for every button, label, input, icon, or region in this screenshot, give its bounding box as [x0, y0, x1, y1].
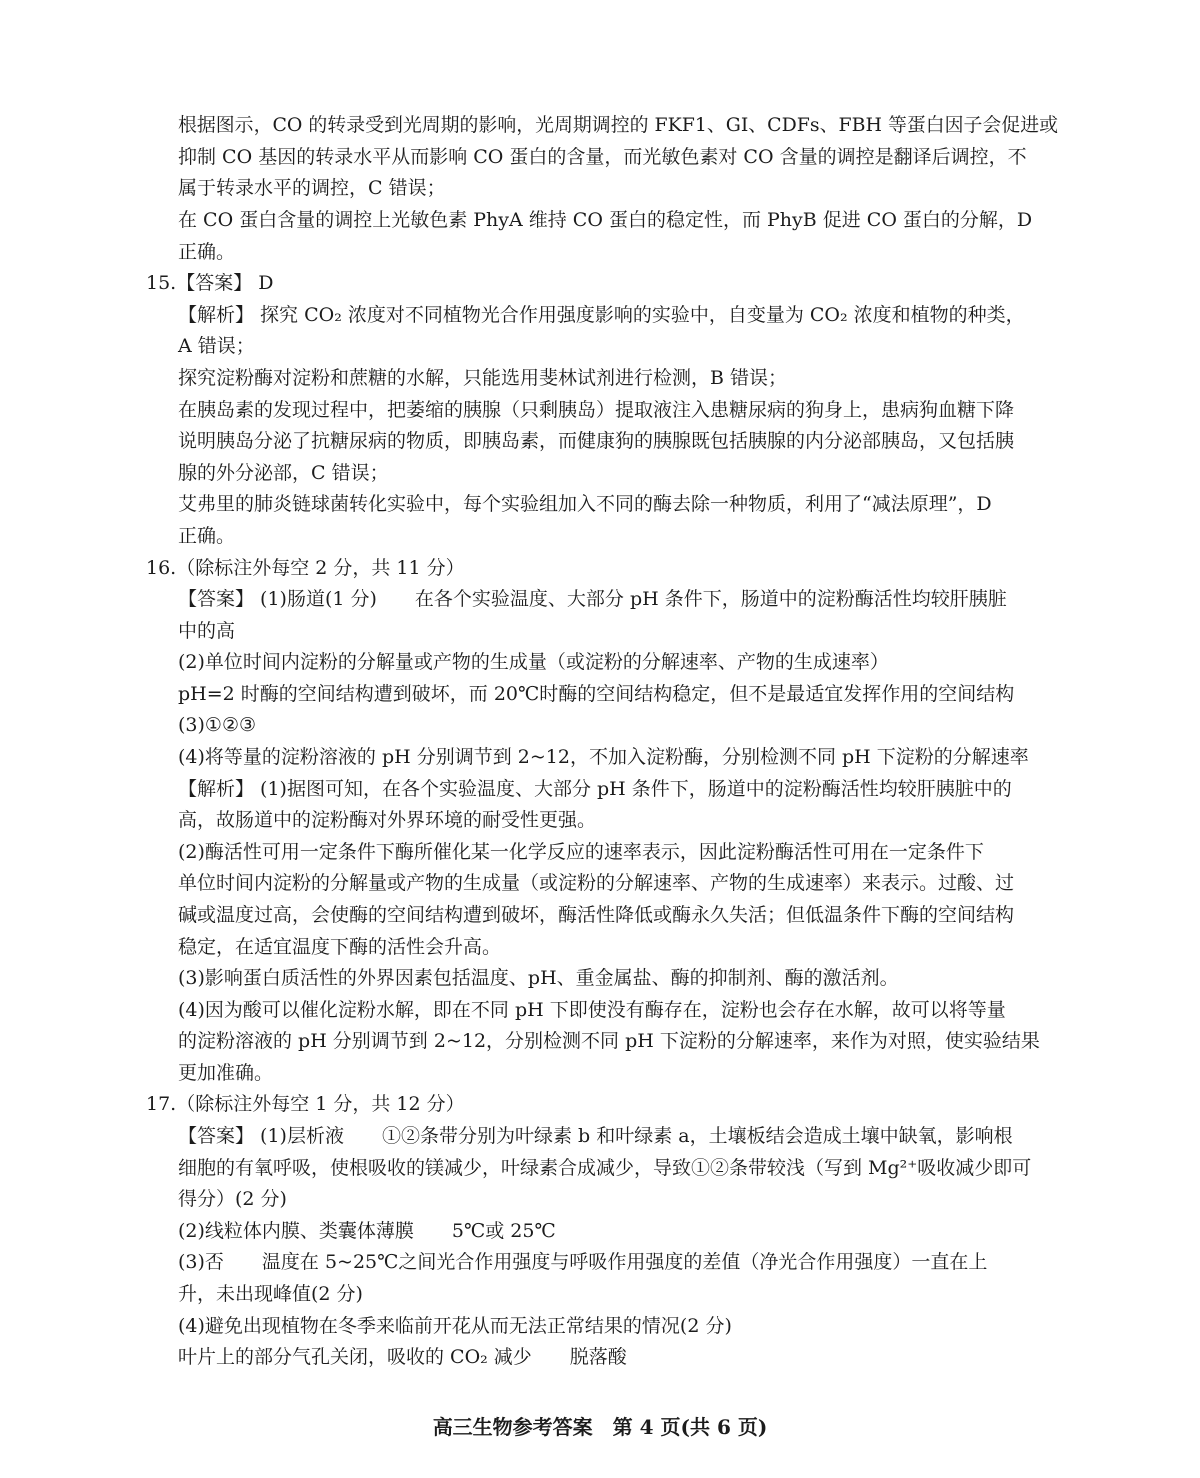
text-line: (3)影响蛋白质活性的外界因素包括温度、pH、重金属盐、酶的抑制剂、酶的激活剂。: [178, 967, 899, 989]
question-number-17: 17.（除标注外每空 1 分，共 12 分）: [146, 1093, 465, 1115]
text-line: (2)线粒体内膜、类囊体薄膜 5℃或 25℃: [178, 1220, 556, 1242]
text-line: 探究淀粉酶对淀粉和蔗糖的水解，只能选用斐林试剂进行检测，B 错误；: [178, 367, 788, 389]
text-line: 属于转录水平的调控，C 错误；: [178, 177, 446, 199]
text-line: 根据图示，CO 的转录受到光周期的影响，光周期调控的 FKF1、GI、CDFs、FBH 等蛋白因子会促进或: [178, 114, 1058, 136]
text-line: 正确。: [178, 525, 236, 547]
text-line: (2)酶活性可用一定条件下酶所催化某一化学反应的速率表示，因此淀粉酶活性可用在一定条件下: [178, 841, 984, 863]
text-line: (3)①②③: [178, 714, 257, 736]
text-line: 细胞的有氧呼吸，使根吸收的镁减少，叶绿素合成减少，导致①②条带较浅（写到 Mg²⁺吸收减少即可: [178, 1157, 1032, 1179]
text-line: 单位时间内淀粉的分解量或产物的生成量（或淀粉的分解速率、产物的生成速率）来表示。过酸、过: [178, 872, 1015, 894]
text-line: 腺的外分泌部，C 错误；: [178, 462, 389, 484]
text-line: (2)单位时间内淀粉的分解量或产物的生成量（或淀粉的分解速率、产物的生成速率）: [178, 651, 889, 673]
text-line: 在 CO 蛋白含量的调控上光敏色素 PhyA 维持 CO 蛋白的稳定性，而 PhyB 促进 CO 蛋白的分解，D: [178, 209, 1033, 231]
text-line: 中的高: [178, 620, 236, 642]
text-line: 抑制 CO 基因的转录水平从而影响 CO 蛋白的含量，而光敏色素对 CO 含量的调控是翻译后调控，不: [178, 146, 1027, 168]
text-line: 的淀粉溶液的 pH 分别调节到 2~12，分别检测不同 pH 下淀粉的分解速率，来作为对照，使实验结果: [178, 1030, 1040, 1052]
page-footer: 高三生物参考答案 第 4 页(共 6 页): [432, 1415, 768, 1439]
text-line: 在胰岛素的发现过程中，把萎缩的胰腺（只剩胰岛）提取液注入患糖尿病的狗身上，患病狗血糖下降: [178, 399, 1015, 421]
text-line: (4)避免出现植物在冬季来临前开花从而无法正常结果的情况(2 分): [178, 1315, 732, 1337]
text-line: pH=2 时酶的空间结构遭到破坏，而 20℃时酶的空间结构稳定，但不是最适宜发挥作用的空间结构: [178, 683, 1015, 705]
text-line: (4)因为酸可以催化淀粉水解，即在不同 pH 下即使没有酶存在，淀粉也会存在水解，故可以将等量: [178, 999, 1006, 1021]
text-line: 正确。: [178, 241, 236, 263]
text-line: (4)将等量的淀粉溶液的 pH 分别调节到 2~12，不加入淀粉酶，分别检测不同 pH 下淀粉的分解速率: [178, 746, 1029, 768]
text-line: 高，故肠道中的淀粉酶对外界环境的耐受性更强。: [178, 809, 597, 831]
text-line: 【答案】 (1)肠道(1 分) 在各个实验温度、大部分 pH 条件下，肠道中的淀粉酶活性均较肝胰脏: [178, 588, 1007, 610]
text-line: 碱或温度过高，会使酶的空间结构遭到破坏，酶活性降低或酶永久失活；但低温条件下酶的空间结构: [178, 904, 1015, 926]
text-line: 叶片上的部分气孔关闭，吸收的 CO₂ 减少 脱落酸: [178, 1346, 627, 1368]
text-line: 稳定，在适宜温度下酶的活性会升高。: [178, 936, 502, 958]
text-line: A 错误；: [178, 335, 255, 357]
text-line: 更加准确。: [178, 1062, 274, 1084]
text-line: (3)否 温度在 5~25℃之间光合作用强度与呼吸作用强度的差值（净光合作用强度）一直在上: [178, 1251, 988, 1273]
text-line: 说明胰岛分泌了抗糖尿病的物质，即胰岛素，而健康狗的胰腺既包括胰腺的内分泌部胰岛，又包括胰: [178, 430, 1015, 452]
question-number-16: 16.（除标注外每空 2 分，共 11 分）: [146, 557, 465, 579]
text-line: 艾弗里的肺炎链球菌转化实验中，每个实验组加入不同的酶去除一种物质，利用了“减法原理”，D: [178, 493, 992, 515]
text-line: 【解析】 探究 CO₂ 浓度对不同植物光合作用强度影响的实验中，自变量为 CO₂ 浓度和植物的种类，: [178, 304, 1025, 326]
text-line: 【答案】 (1)层析液 ①②条带分别为叶绿素 b 和叶绿素 a，土壤板结会造成土壤中缺氧，影响根: [178, 1125, 1013, 1147]
text-line: 得分）(2 分): [178, 1188, 287, 1210]
question-number-15: 15.【答案】 D: [146, 272, 274, 294]
text-line: 【解析】 (1)据图可知，在各个实验温度、大部分 pH 条件下，肠道中的淀粉酶活性均较肝胰脏中的: [178, 778, 1012, 800]
text-line: 升，未出现峰值(2 分): [178, 1283, 363, 1305]
